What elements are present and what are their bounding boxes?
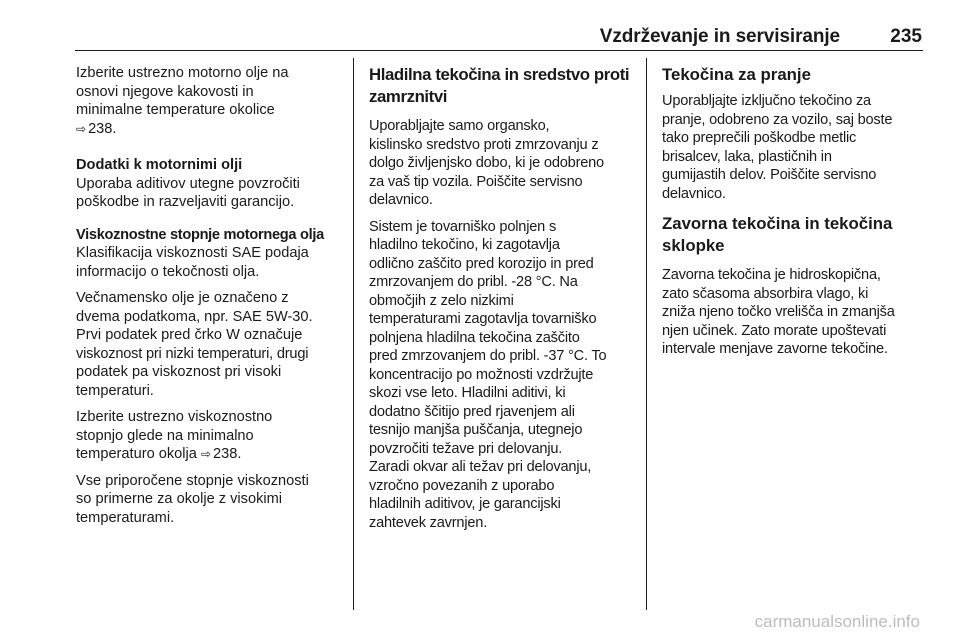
paragraph-multigrade-oil [76, 289, 348, 400]
text-line: viskoznost pri nizki temperaturi, drugi [76, 345, 309, 362]
heading-line: zamrznitvi [369, 87, 448, 106]
text-line: zahtevek zavrnjen. [369, 514, 488, 531]
text-line: polnjena hladilna tekočina zaščito [369, 329, 580, 346]
text-line: zniža njeno točko vrelišča in zmanjša [662, 304, 895, 320]
text-line: Izberite ustrezno viskoznostno [76, 409, 273, 425]
subheading-oil-additives: Dodatki k motornimi olji [76, 157, 243, 173]
page-reference-arrow-icon: ⇨ [76, 121, 87, 136]
text-line: temperaturi. [76, 382, 154, 399]
paragraph-sae-classification [76, 244, 348, 281]
text-line: delavnico. [662, 185, 726, 202]
header-rule [75, 50, 923, 51]
paragraph-brake-fluid [662, 266, 932, 359]
paragraph-oil-additives [76, 175, 348, 212]
text-line: Uporabljajte samo organsko, [369, 118, 550, 134]
text-line: Prvi podatek pred črko W označuje [76, 327, 303, 343]
text-line: območjih z zelo nizkimi [369, 292, 514, 309]
text-line: kislinsko sredstvo proti zmrzovanju z [369, 136, 599, 153]
paragraph-select-viscosity [76, 408, 348, 464]
text-line: temperaturo okolja [76, 446, 197, 462]
column-divider-left [353, 58, 354, 610]
watermark-text: carmanualsonline.info [754, 612, 920, 631]
text-line: brisalcev, laka, plastičnih in [662, 148, 832, 165]
text-line: Uporaba aditivov utegne povzročiti [76, 175, 300, 192]
heading-washer-fluid: Tekočina za pranje [662, 65, 811, 84]
column-right [662, 64, 932, 367]
text-line: hladilno tekočino, ki zagotavlja [369, 237, 560, 253]
text-line: Uporabljajte izključno tekočino za [662, 93, 871, 109]
paragraph-coolant-factory-fill [369, 218, 641, 533]
column-left [76, 64, 348, 535]
paragraph-engine-oil-choice [76, 64, 348, 138]
page-number: 235 [890, 26, 922, 47]
text-line: dodatno ščitijo pred rjavenjem ali [369, 403, 575, 420]
text-line: Izberite ustrezno motorno olje na [76, 65, 289, 81]
paragraph-coolant-usage [369, 117, 641, 210]
text-line: zato sčasoma absorbira vlago, ki [662, 285, 869, 302]
text-line: njen učinek. Zato morate upoštevati [662, 322, 887, 339]
text-line: so primerne za okolje z visokimi [76, 491, 283, 507]
text-line: tako preprečili poškodbe metlic [662, 130, 857, 146]
text-line: temperaturami zagotavlja tovarniško [369, 311, 597, 327]
paragraph-recommended-grades [76, 472, 348, 528]
subheading-viscosity-grades: Viskoznostne stopnje motornega olja [76, 226, 324, 243]
page-title: Vzdrževanje in servisiranje [599, 26, 840, 47]
text-line: informacijo o tekočnosti olja. [76, 263, 260, 280]
page-header [0, 0, 960, 50]
text-line: Sistem je tovarniško polnjen s [369, 218, 557, 235]
text-line: Večnamensko olje je označeno z [76, 290, 289, 306]
text-line: zmrzovanjem do pribl. -28 °C. Na [369, 274, 578, 290]
text-line: gumijastih delov. Poiščite servisno [662, 167, 877, 183]
heading-line: Hladilna tekočina in sredstvo proti [369, 65, 630, 84]
text-line: za vaš tip vozila. Poiščite servisno [369, 173, 583, 190]
text-line: temperaturami. [76, 509, 175, 526]
paragraph-washer-fluid [662, 92, 932, 203]
text-line: odlično zaščito pred korozijo in pred [369, 255, 594, 272]
text-line: tesnijo manjša puščanja, utegnejo [369, 422, 583, 438]
text-line: delavnico. [369, 192, 433, 208]
text-line: povzročiti težave pri delovanju. [369, 440, 563, 457]
column-middle [369, 64, 641, 540]
text-line: vzročno povezanih z uporabo [369, 477, 555, 494]
text-line: minimalne temperature okolice [76, 102, 275, 118]
page-reference-link[interactable]: 238. [88, 120, 117, 137]
text-line: podatek pa viskoznost pri visoki [76, 364, 282, 380]
text-line: dolgo življenjsko dobo, ki je odobreno [369, 155, 604, 171]
column-divider-right [646, 58, 647, 610]
text-line: poškodbe in razveljaviti garancijo. [76, 194, 295, 210]
text-line: koncentracijo po možnosti vzdržujte [369, 366, 594, 383]
text-line: Vse priporočene stopnje viskoznosti [76, 472, 309, 489]
text-line: Zavorna tekočina je hidroskopična, [662, 267, 881, 283]
heading-line: Zavorna tekočina in tekočina [662, 214, 893, 233]
text-line: stopnjo glede na minimalno [76, 427, 254, 444]
text-line: pred zmrzovanjem do pribl. -37 °C. To [369, 348, 607, 364]
text-line: intervale menjave zavorne tekočine. [662, 341, 888, 357]
text-line: Klasifikacija viskoznosti SAE podaja [76, 245, 309, 261]
page-reference-arrow-icon: ⇨ [200, 447, 211, 461]
heading-line: sklopke [662, 236, 725, 255]
text-line: dvema podatkoma, npr. SAE 5W-30. [76, 308, 313, 325]
heading-coolant-antifreeze [369, 64, 641, 108]
text-line: hladilnih aditivov, je garancijski [369, 496, 561, 512]
text-line: osnovi njegove kakovosti in [76, 83, 254, 100]
text-line: Zaradi okvar ali težav pri delovanju, [369, 459, 592, 475]
text-line: pranje, odobreno za vozilo, saj boste [662, 111, 893, 128]
heading-brake-clutch-fluid [662, 213, 932, 257]
text-line: skozi vse leto. Hladilni aditivi, ki [369, 385, 566, 401]
page-reference-link[interactable]: 238. [213, 446, 242, 462]
